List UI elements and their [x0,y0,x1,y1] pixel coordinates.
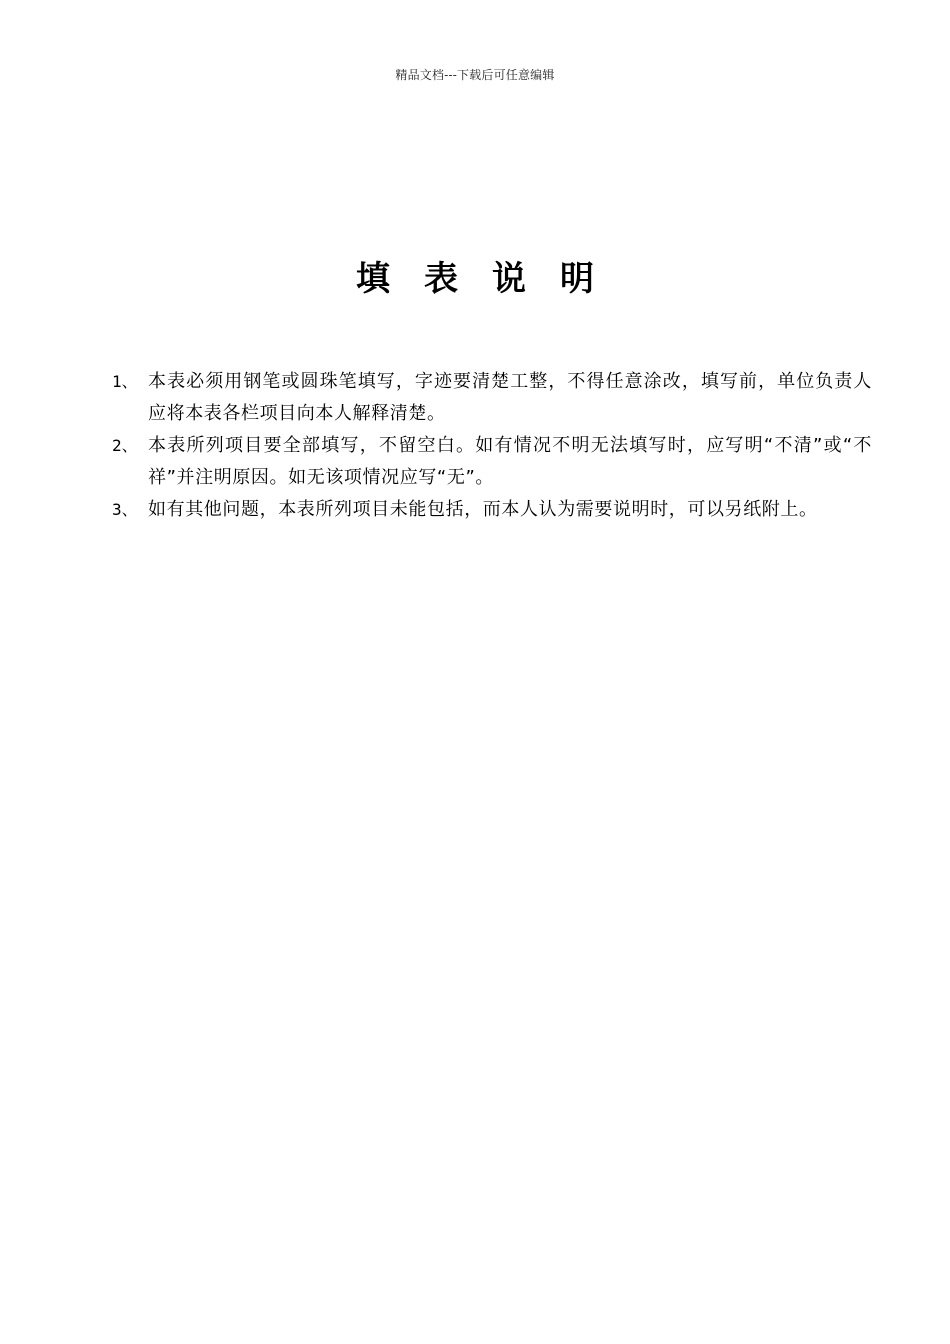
instruction-text: 本表所列项目要全部填写，不留空白。如有情况不明无法填写时，应写明“不清”或“不祥”并注明原因。如无该项情况应写“无”。 [148,435,872,488]
page-title: 填表说明 [356,259,628,299]
instruction-number: 2、 [112,436,138,455]
instruction-item-1 [112,366,872,430]
instruction-text: 本表必须用钢笔或圆珠笔填写，字迹要清楚工整，不得任意涂改，填写前，单位负责人应将本表各栏项目向本人解释清楚。 [148,371,872,424]
instruction-item-3 [112,494,872,526]
instruction-number: 1、 [112,372,138,391]
instruction-number: 3、 [112,500,138,519]
instruction-text: 如有其他问题，本表所列项目未能包括，而本人认为需要说明时，可以另纸附上。 [148,499,818,520]
instructions-list [112,366,872,526]
instruction-item-2 [112,430,872,494]
page-header: 精品文档---下载后可任意编辑 [395,68,555,82]
